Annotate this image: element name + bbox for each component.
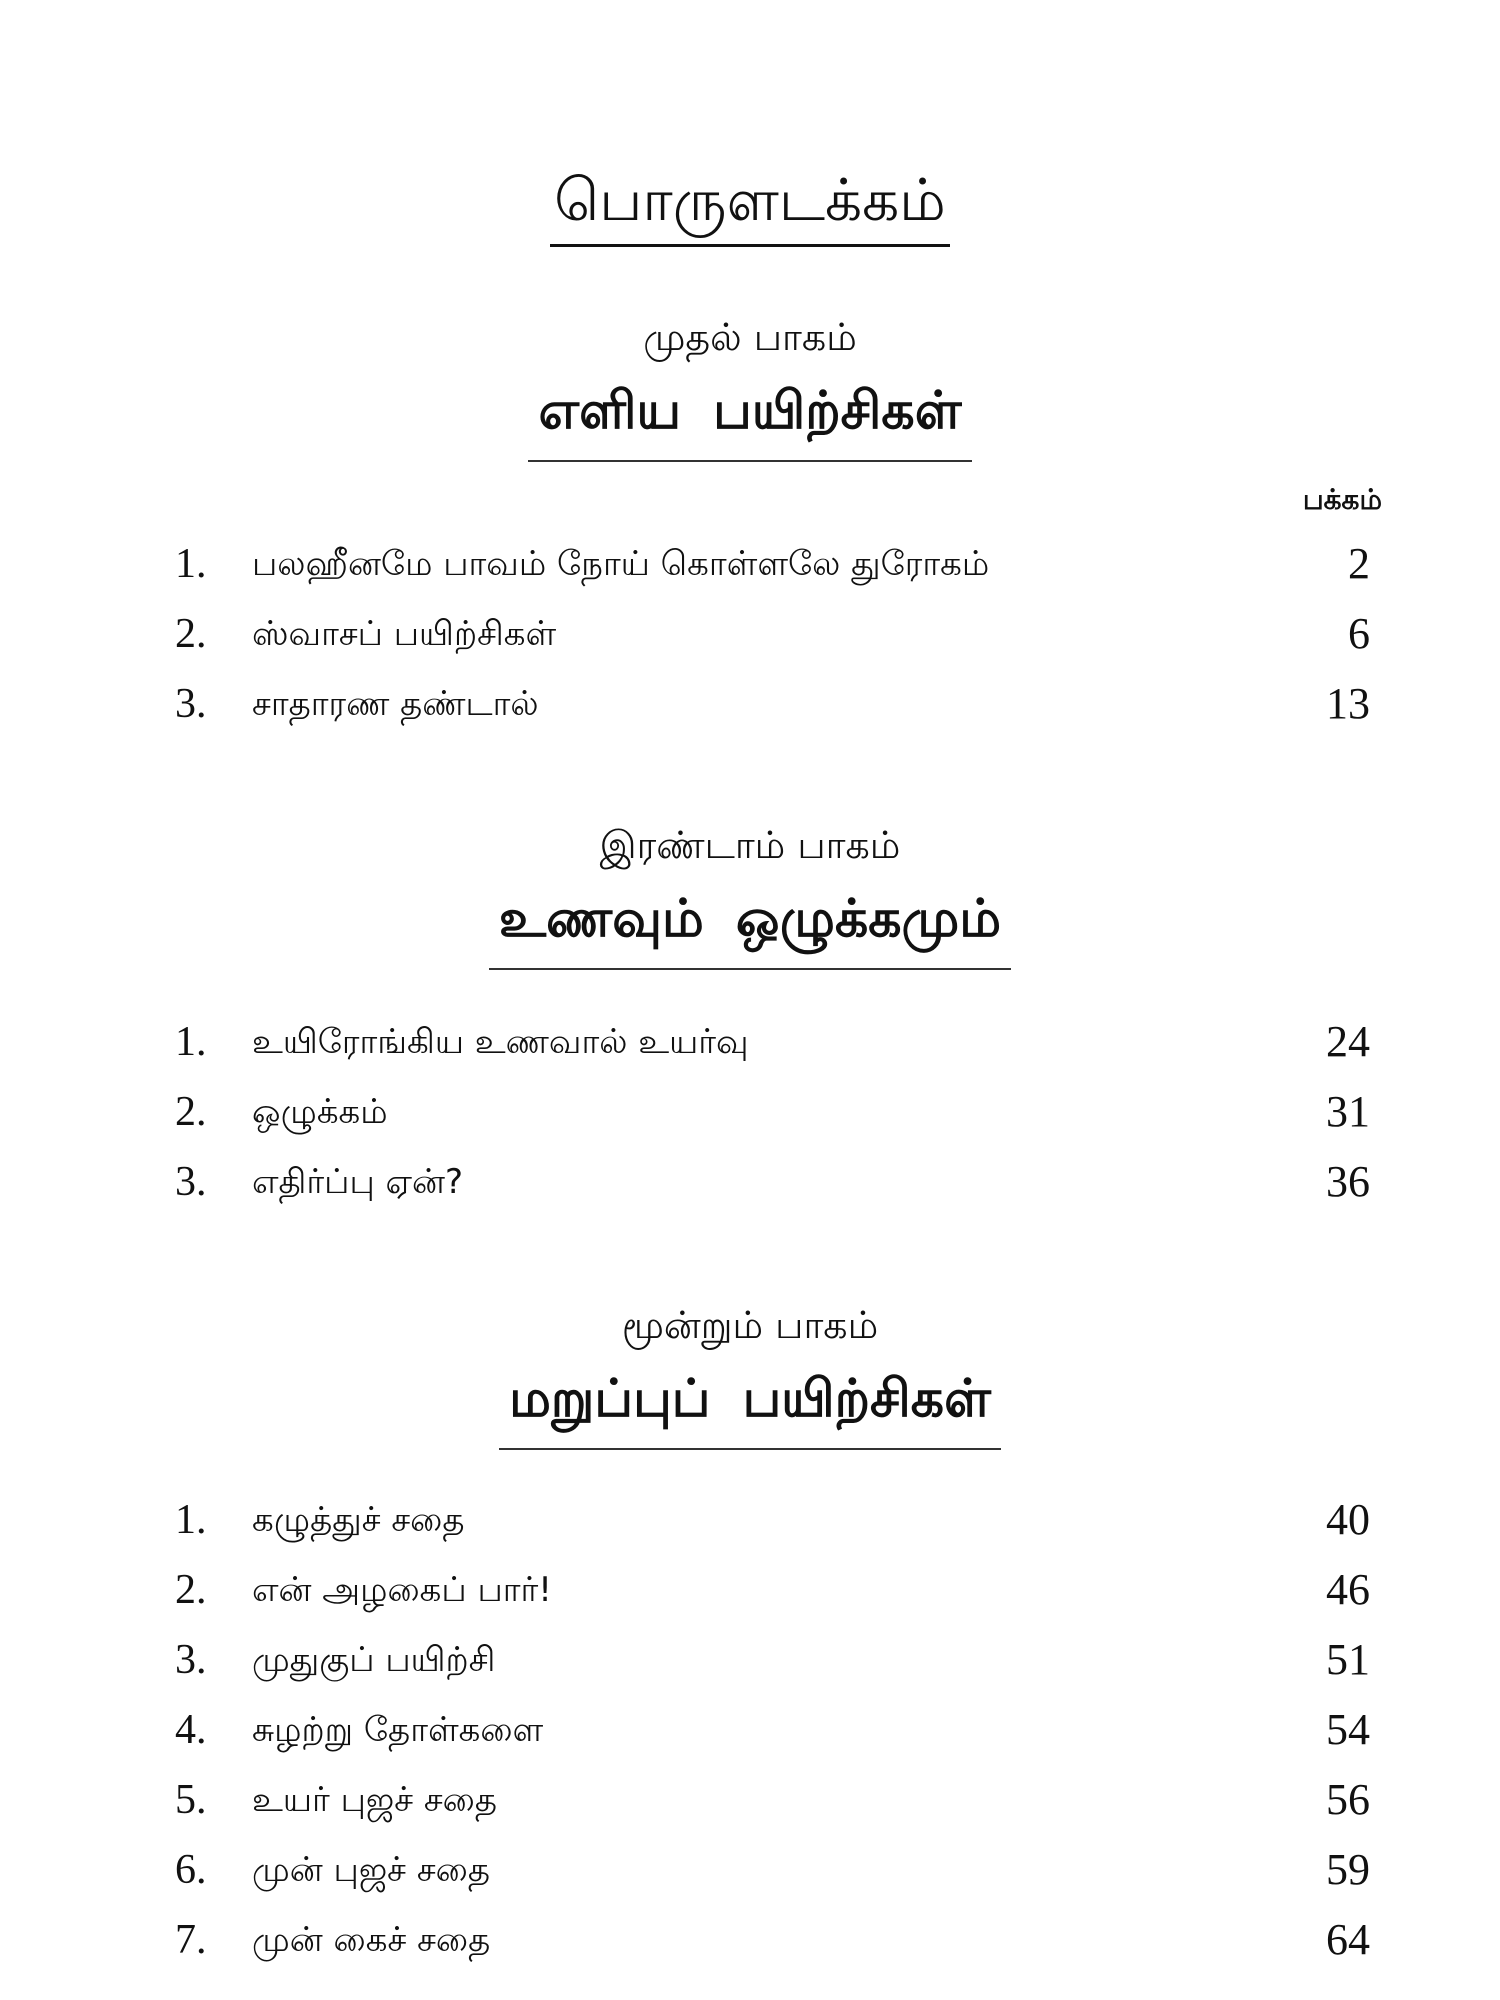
toc-entry[interactable] — [0, 1078, 1500, 1148]
entry-title: எதிர்ப்பு ஏன்? — [252, 1162, 464, 1202]
entry-number: 4. — [175, 1707, 207, 1753]
toc-entry[interactable] — [0, 530, 1500, 600]
page-title — [0, 160, 1500, 247]
part-3 — [0, 1300, 1500, 1450]
entry-page-number: 64 — [1326, 1915, 1370, 1964]
toc-entry[interactable] — [0, 1626, 1500, 1696]
toc-entry[interactable] — [0, 1008, 1500, 1078]
entry-number: 2. — [175, 1089, 207, 1135]
entry-number: 6. — [175, 1847, 207, 1893]
part-2 — [0, 820, 1500, 970]
toc-entry[interactable] — [0, 1836, 1500, 1906]
entry-page-number: 24 — [1326, 1017, 1370, 1066]
entry-number: 3. — [175, 1637, 207, 1683]
part-heading-text: எளிய பயிற்சிகள் — [528, 376, 971, 462]
entry-page-number: 36 — [1326, 1157, 1370, 1206]
entry-page-number: 6 — [1348, 609, 1370, 658]
entry-number: 1. — [175, 541, 207, 587]
entry-page-number: 51 — [1326, 1635, 1370, 1684]
entry-page-number: 46 — [1326, 1565, 1370, 1614]
toc-list-part-1 — [0, 530, 1500, 740]
entry-page-number: 31 — [1326, 1087, 1370, 1136]
entry-title: கழுத்துச் சதை — [252, 1500, 465, 1540]
entry-title: உயர் புஜச் சதை — [252, 1780, 498, 1820]
entry-title: சாதாரண தண்டால் — [252, 684, 539, 724]
entry-title: ஒழுக்கம் — [252, 1092, 388, 1132]
entry-page-number: 40 — [1326, 1495, 1370, 1544]
part-1 — [0, 312, 1500, 462]
entry-title: முதுகுப் பயிற்சி — [252, 1640, 496, 1680]
entry-page-number: 59 — [1326, 1845, 1370, 1894]
part-heading — [0, 884, 1500, 970]
entry-title: பலஹீனமே பாவம் நோய் கொள்ளலே துரோகம் — [252, 544, 990, 584]
entry-number: 2. — [175, 611, 207, 657]
entry-number: 1. — [175, 1497, 207, 1543]
toc-list-part-3 — [0, 1486, 1500, 1976]
toc-entry[interactable] — [0, 1148, 1500, 1218]
toc-entry[interactable] — [0, 600, 1500, 670]
pages-column-label: பக்கம் — [1302, 483, 1382, 516]
entry-number: 3. — [175, 681, 207, 727]
entry-title: சுழற்று தோள்களை — [252, 1710, 544, 1750]
part-heading-text: உணவும் ஒழுக்கமும் — [489, 884, 1011, 970]
toc-entry[interactable] — [0, 670, 1500, 740]
entry-title: உயிரோங்கிய உணவால் உயர்வு — [252, 1022, 749, 1062]
entry-page-number: 2 — [1348, 539, 1370, 588]
entry-page-number: 54 — [1326, 1705, 1370, 1754]
entry-number: 1. — [175, 1019, 207, 1065]
entry-page-number: 56 — [1326, 1775, 1370, 1824]
entry-number: 2. — [175, 1567, 207, 1613]
page-title-text: பொருளடக்கம் — [550, 160, 950, 247]
entry-title: ஸ்வாசப் பயிற்சிகள் — [252, 614, 557, 654]
part-heading — [0, 376, 1500, 462]
toc-entry[interactable] — [0, 1486, 1500, 1556]
entry-title: என் அழகைப் பார்! — [252, 1570, 552, 1610]
toc-list-part-2 — [0, 1008, 1500, 1218]
part-label: முதல் பாகம் — [643, 315, 857, 359]
part-heading — [0, 1364, 1500, 1450]
toc-entry[interactable] — [0, 1696, 1500, 1766]
entry-number: 3. — [175, 1159, 207, 1205]
toc-entry[interactable] — [0, 1906, 1500, 1976]
part-heading-text: மறுப்புப் பயிற்சிகள் — [499, 1364, 1001, 1450]
part-label: இரண்டாம் பாகம் — [599, 823, 901, 867]
entry-title: முன் புஜச் சதை — [252, 1850, 490, 1890]
entry-page-number: 13 — [1326, 679, 1370, 728]
entry-title: முன் கைச் சதை — [252, 1920, 491, 1960]
part-label: மூன்றும் பாகம் — [621, 1303, 879, 1347]
entry-number: 5. — [175, 1777, 207, 1823]
toc-entry[interactable] — [0, 1766, 1500, 1836]
entry-number: 7. — [175, 1917, 207, 1963]
toc-entry[interactable] — [0, 1556, 1500, 1626]
